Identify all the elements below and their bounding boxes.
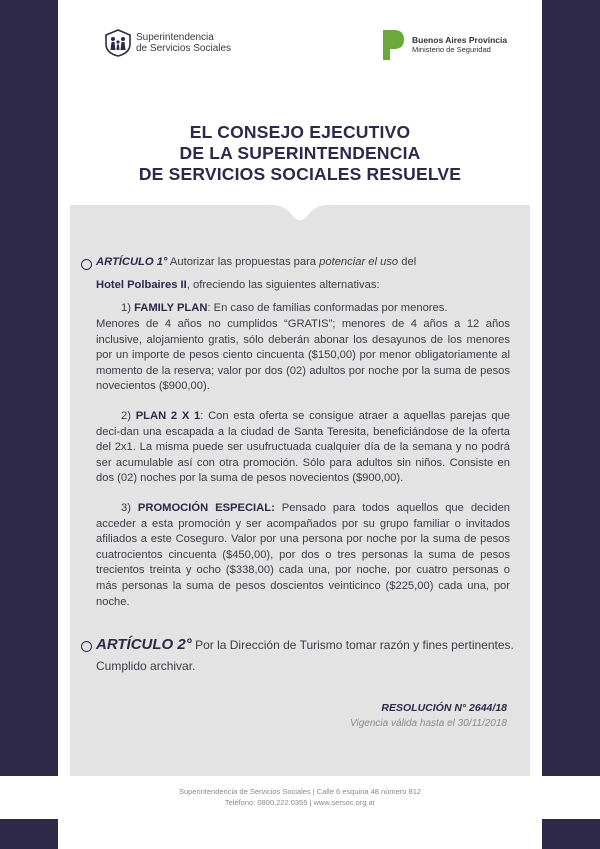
plan2-paragraph: [96, 409, 510, 487]
article2-text: Por la Dirección de Turismo tomar razón y fines pertinentes. Cumplido archivar.: [96, 638, 514, 673]
plan1-body: Menores de 4 años no cumplidos “GRATIS”; menores de 4 años a 12 años inclusive, alojamiento gratis, sólo deberán abonar los desayunos de los menores por un importe de pesos ciento cincuenta ($150,00) por menor obligatoriamente al momento de la reserva; valor por dos (02) adultos por noche por la suma de pesos novecientos ($900,00).: [96, 318, 510, 393]
validity-date: Vigencia válida hasta el 30/11/2018: [350, 718, 507, 729]
title-line2: DE LA SUPERINTENDENCIA: [179, 143, 421, 163]
title-line1: EL CONSEJO EJECUTIVO: [189, 122, 411, 142]
plan3-name: PROMOCIÓN ESPECIAL:: [137, 502, 275, 514]
article2-bullet: [81, 641, 92, 652]
plan3-paragraph: [96, 501, 510, 610]
resolution-number: RESOLUCIÓN N° 2644/18: [381, 702, 507, 714]
article1-text2: del: [398, 256, 417, 268]
ba-provincia-logo: [380, 27, 507, 63]
article1-text3: , ofreciendo las siguientes alternativas:: [186, 279, 380, 291]
plan2-body: : Con esta oferta se consigue atraer a aquellas parejas que deci-dan una escapada a la ciudad de Santa Teresita, beneficiándose de la oferta del 2x1. La misma puede ser usufructuada cualquier día de la semana y no podrá ser acumulable así con otra promoción. Sólo para adultos sin niños. Consiste en dos (02) noches por la suma de pesos novecientos ($900,00).: [96, 410, 511, 485]
plan3-number: 3): [121, 502, 138, 514]
plan2-number: 2): [121, 410, 136, 422]
plan2-name: PLAN 2 X 1: [135, 410, 201, 422]
article2-paragraph: [96, 634, 516, 677]
title-line3: DE SERVICIOS SOCIALES RESUELVE: [138, 164, 462, 184]
article1-bullet: [81, 259, 92, 270]
sss-logo-line2: de Servicios Sociales: [136, 43, 232, 54]
plan1-heading: [121, 301, 511, 317]
left-side-band: [0, 0, 58, 776]
left-footer-band: [0, 819, 58, 849]
right-footer-band: [542, 819, 600, 849]
article1-text1: Autorizar las propuestas para: [167, 256, 320, 268]
plan1-number: 1): [121, 302, 135, 314]
footer: [70, 786, 530, 808]
plan3-body: Pensado para todos aquellos que deciden acceder a esta promoción y ser acompañados por su grupo familiar o invitados afiliados a este Coseguro. Valor por una persona por noche por la suma de pesos cuatrocientos cincuenta ($450,00), por dos o tres personas la suma de pesos trecientos treinta y ocho ($338,00) cada una, por noche, por cuatro personas o más personas la suma de pesos doscientos veinticinco ($225,00) cada una, por noche.: [96, 502, 511, 608]
ba-logo-line2: Ministerio de Seguridad: [412, 45, 491, 54]
sss-logo-line1: Superintendencia: [136, 32, 214, 43]
provincia-p-icon: [380, 27, 406, 63]
sss-logo: [104, 29, 231, 57]
article1-label: ARTÍCULO 1°: [96, 256, 168, 268]
article1-line2: [96, 278, 516, 294]
plan1-name: FAMILY PLAN: [134, 302, 208, 314]
ba-logo-line1: Buenos Aires Provincia: [412, 35, 508, 45]
article1-italic: potenciar el uso: [319, 256, 399, 268]
hotel-name: Hotel Polbaires II: [96, 279, 187, 291]
family-shield-icon: [104, 29, 132, 57]
page-title: [70, 122, 530, 185]
article1-line1: [96, 255, 516, 271]
plan1-intro: : En caso de familias conformadas por menores.: [207, 302, 448, 314]
article2-label: ARTÍCULO 2°: [96, 636, 192, 653]
footer-line1: Superintendencia de Servicios Sociales | Calle 6 esquina 48 número 812: [178, 787, 422, 796]
right-side-band: [542, 0, 600, 776]
footer-line2: Teléfono: 0800.222.0355 | www.sersoc.org.ar: [224, 798, 376, 807]
